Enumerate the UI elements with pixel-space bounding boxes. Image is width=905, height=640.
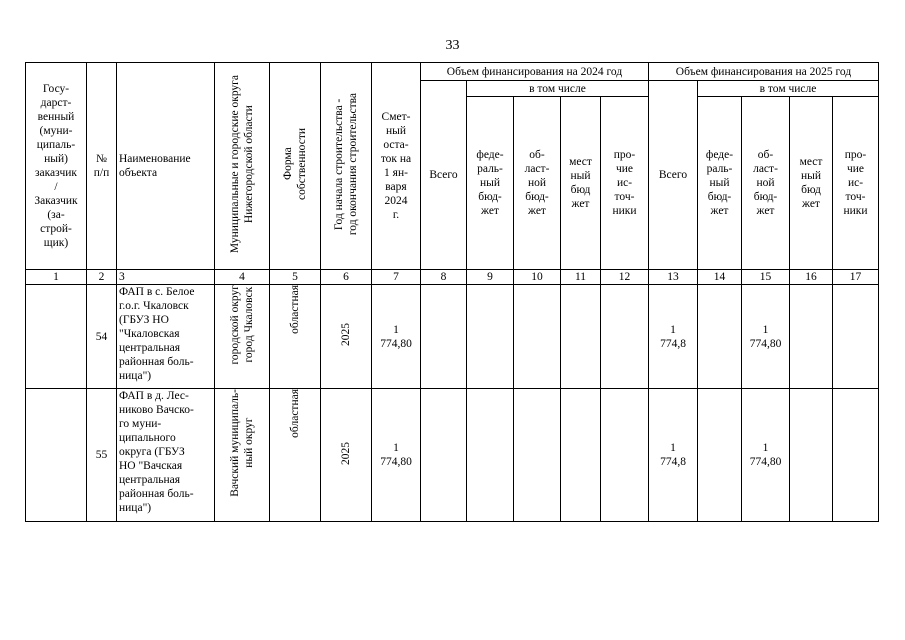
regional-2025-cell: 1 774,80 xyxy=(742,389,790,522)
header-other-2024: про- чие ис- точ- ники xyxy=(601,97,649,270)
col-number: 10 xyxy=(514,270,561,285)
header-regional-2025: об- ласт- ной бюд- жет xyxy=(742,97,790,270)
year-cell: 2025 xyxy=(321,285,372,389)
total-2024-cell xyxy=(421,389,467,522)
col-number: 4 xyxy=(215,270,270,285)
header-fin-2025: Объем финансирования на 2025 год xyxy=(649,63,879,81)
header-ownership: Форма собственности xyxy=(270,63,321,270)
header-other-2025: про- чие ис- точ- ники xyxy=(833,97,879,270)
header-local-2024: мест ный бюд жет xyxy=(561,97,601,270)
year-cell: 2025 xyxy=(321,389,372,522)
col-number: 8 xyxy=(421,270,467,285)
header-total-2024: Всего xyxy=(421,81,467,270)
col-number: 15 xyxy=(742,270,790,285)
regional-2025-cell: 1 774,80 xyxy=(742,285,790,389)
header-customer: Госу- дарст- венный (муни- ципаль- ный) заказчик / Заказчик (за- строй- щик) xyxy=(26,63,87,270)
local-2025-cell xyxy=(790,285,833,389)
other-2024-cell xyxy=(601,285,649,389)
regional-2024-cell xyxy=(514,285,561,389)
header-fin-2024: Объем финансирования на 2024 год xyxy=(421,63,649,81)
col-number: 3 xyxy=(117,270,215,285)
header-years: Год начала строительства - год окончания строительства xyxy=(321,63,372,270)
header-including-2024: в том числе xyxy=(467,81,649,97)
col-number: 16 xyxy=(790,270,833,285)
col-number: 13 xyxy=(649,270,698,285)
header-total-2025: Всего xyxy=(649,81,698,270)
local-2025-cell xyxy=(790,389,833,522)
other-2025-cell xyxy=(833,389,879,522)
column-numbers-row xyxy=(26,270,879,285)
ownership-cell: областная xyxy=(270,285,321,389)
col-number: 2 xyxy=(87,270,117,285)
federal-2025-cell xyxy=(698,285,742,389)
table-row xyxy=(26,389,879,522)
federal-2025-cell xyxy=(698,389,742,522)
total-2025-cell: 1 774,8 xyxy=(649,389,698,522)
customer-cell xyxy=(26,389,87,522)
col-number: 5 xyxy=(270,270,321,285)
header-regional-2024: об- ласт- ной бюд- жет xyxy=(514,97,561,270)
header-number: № п/п xyxy=(87,63,117,270)
page-number: 33 xyxy=(445,38,460,53)
header-municipality: Муниципальные и городские округа Нижегородской области xyxy=(215,63,270,270)
federal-2024-cell xyxy=(467,389,514,522)
header-including-2025: в том числе xyxy=(698,81,879,97)
total-2025-cell: 1 774,8 xyxy=(649,285,698,389)
col-number: 12 xyxy=(601,270,649,285)
municipality-cell: Вачский муниципаль- ный округ xyxy=(215,389,270,522)
estimate-cell: 1 774,80 xyxy=(372,285,421,389)
financing-table xyxy=(25,62,879,522)
col-number: 17 xyxy=(833,270,879,285)
col-number: 11 xyxy=(561,270,601,285)
row-number: 55 xyxy=(87,389,117,522)
object-name: ФАП в д. Лес- никово Вачско- го муни- ципального округа (ГБУЗ НО "Вачская центральная районная боль- ница") xyxy=(117,389,215,522)
local-2024-cell xyxy=(561,285,601,389)
header-local-2025: мест ный бюд жет xyxy=(790,97,833,270)
row-number: 54 xyxy=(87,285,117,389)
total-2024-cell xyxy=(421,285,467,389)
regional-2024-cell xyxy=(514,389,561,522)
col-number: 9 xyxy=(467,270,514,285)
table-row xyxy=(26,285,879,389)
object-name: ФАП в с. Белое г.о.г. Чкаловск (ГБУЗ НО "Чкаловская центральная районная боль- ница") xyxy=(117,285,215,389)
header-federal-2025: феде- раль- ный бюд- жет xyxy=(698,97,742,270)
col-number: 6 xyxy=(321,270,372,285)
other-2024-cell xyxy=(601,389,649,522)
col-number: 1 xyxy=(26,270,87,285)
other-2025-cell xyxy=(833,285,879,389)
local-2024-cell xyxy=(561,389,601,522)
col-number: 14 xyxy=(698,270,742,285)
col-number: 7 xyxy=(372,270,421,285)
ownership-cell: областная xyxy=(270,389,321,522)
estimate-cell: 1 774,80 xyxy=(372,389,421,522)
header-object-name: Наименование объекта xyxy=(117,63,215,270)
header-estimate: Смет- ный оста- ток на 1 ян- варя 2024 г. xyxy=(372,63,421,270)
customer-cell xyxy=(26,285,87,389)
municipality-cell: городской округ город Чкаловск xyxy=(215,285,270,389)
federal-2024-cell xyxy=(467,285,514,389)
header-federal-2024: феде- раль- ный бюд- жет xyxy=(467,97,514,270)
